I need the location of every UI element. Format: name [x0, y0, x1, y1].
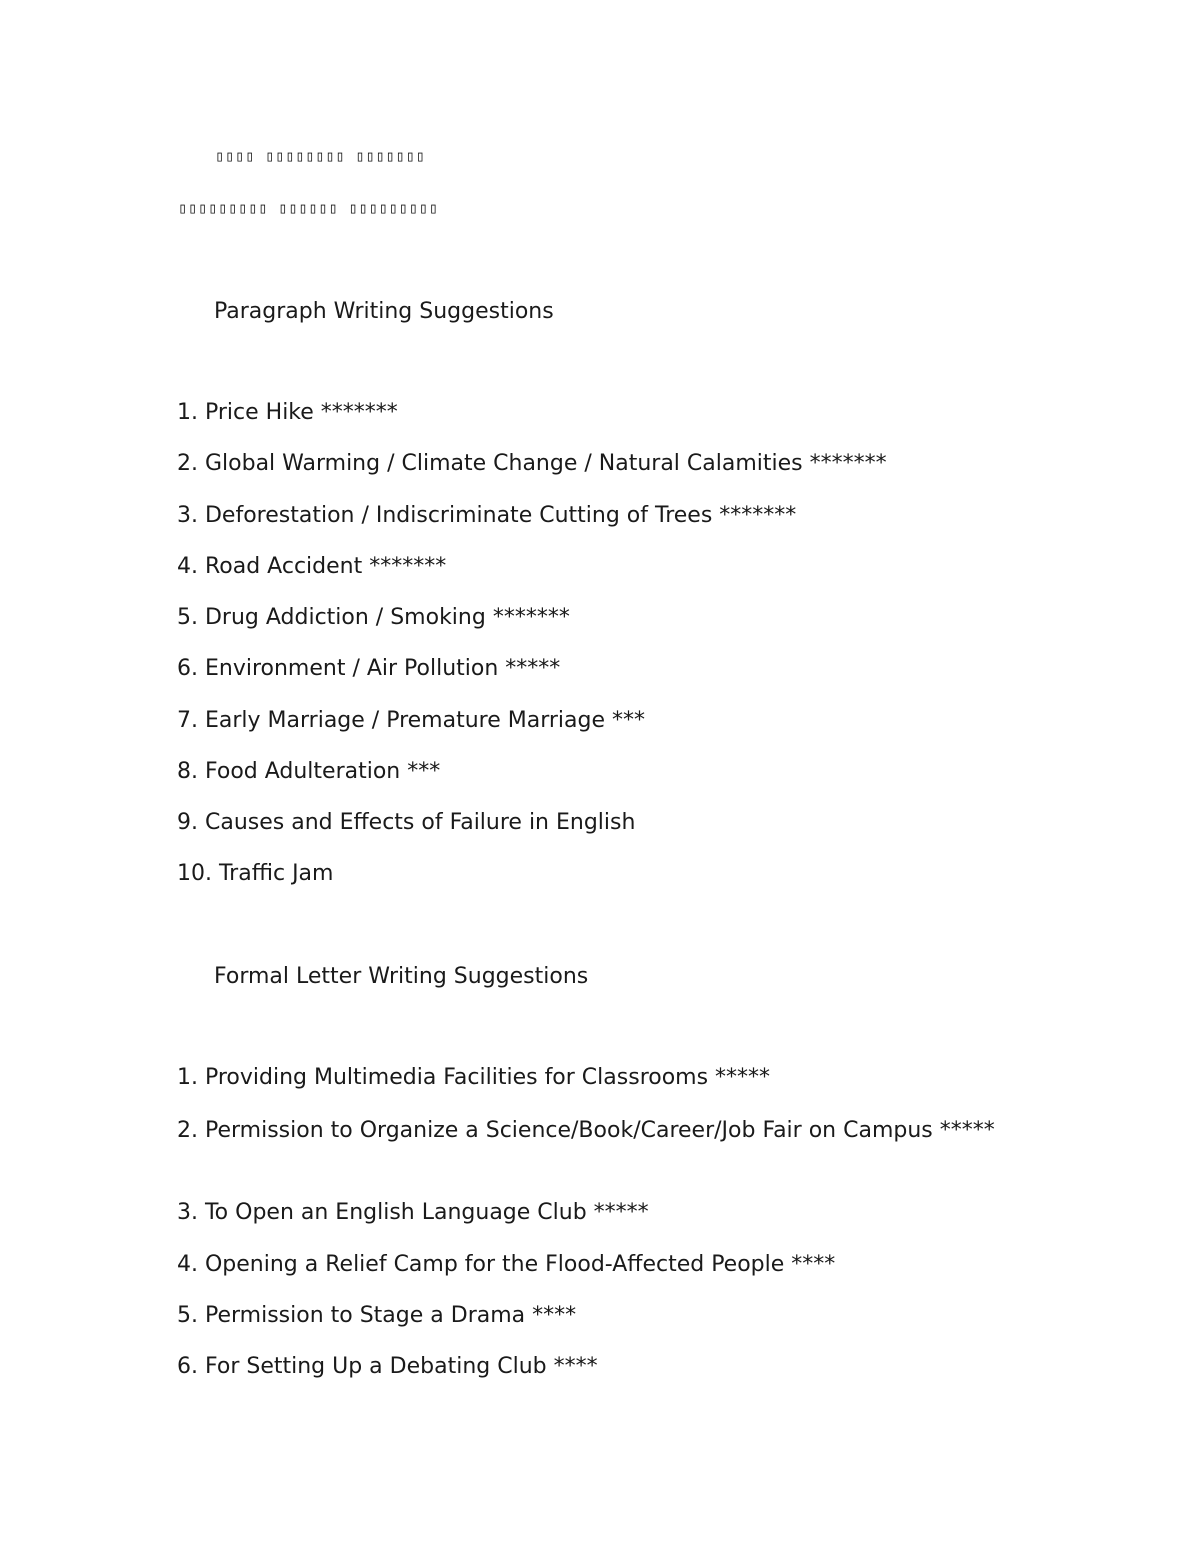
- letter-item: 3. To Open an English Language Club *****: [177, 1200, 649, 1225]
- letter-item: 5. Permission to Stage a Drama ****: [177, 1303, 577, 1328]
- paragraph-item: 2. Global Warming / Climate Change / Natural Calamities *******: [177, 451, 887, 476]
- header-line-1: ▯▯▯▯ ▯▯▯▯▯▯▯▯ ▯▯▯▯▯▯▯: [215, 147, 426, 165]
- paragraph-item: 9. Causes and Effects of Failure in English: [177, 810, 636, 835]
- paragraph-item: 10. Traffic Jam: [177, 861, 334, 886]
- paragraph-item: 4. Road Accident *******: [177, 554, 447, 579]
- paragraph-item: 8. Food Adulteration ***: [177, 759, 441, 784]
- paragraph-section-heading: Paragraph Writing Suggestions: [214, 299, 554, 324]
- paragraph-item: 1. Price Hike *******: [177, 400, 398, 425]
- paragraph-item: 3. Deforestation / Indiscriminate Cutting of Trees *******: [177, 503, 797, 528]
- letter-item: 1. Providing Multimedia Facilities for Classrooms *****: [177, 1065, 771, 1090]
- paragraph-item: 5. Drug Addiction / Smoking *******: [177, 605, 570, 630]
- paragraph-item: 6. Environment / Air Pollution *****: [177, 656, 561, 681]
- paragraph-item: 7. Early Marriage / Premature Marriage ***: [177, 708, 645, 733]
- letter-item: 2. Permission to Organize a Science/Book/Career/Job Fair on Campus *****: [177, 1118, 995, 1143]
- header-line-2: ▯▯▯▯▯▯▯▯▯ ▯▯▯▯▯▯ ▯▯▯▯▯▯▯▯▯: [178, 199, 439, 217]
- letter-item: 4. Opening a Relief Camp for the Flood-Affected People ****: [177, 1252, 836, 1277]
- letter-item: 6. For Setting Up a Debating Club ****: [177, 1354, 598, 1379]
- letter-section-heading: Formal Letter Writing Suggestions: [214, 964, 589, 989]
